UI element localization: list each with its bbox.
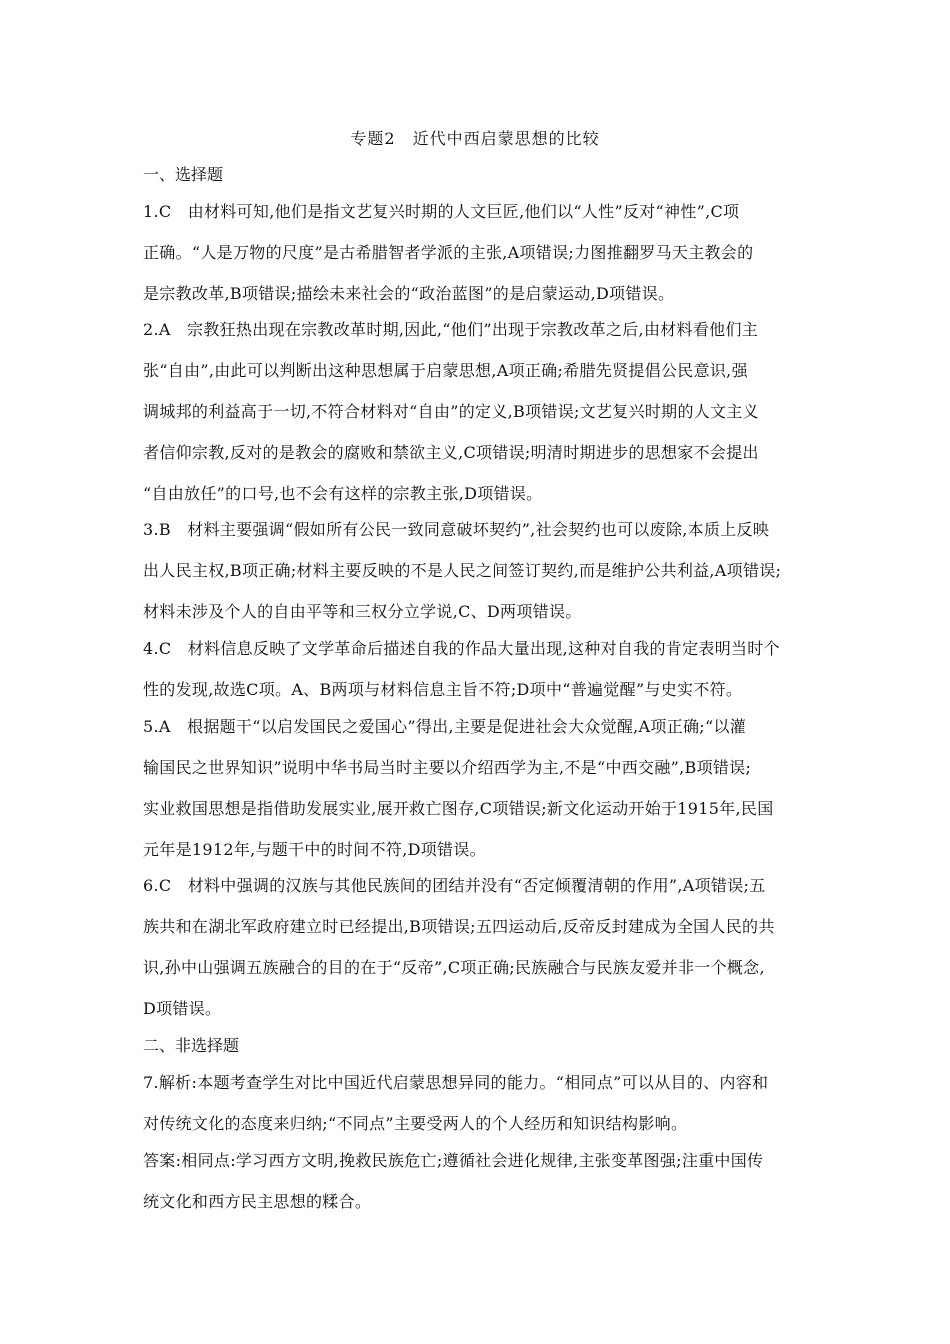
answer-line: 材料未涉及个人的自由平等和三权分立学说,C、D两项错误。	[143, 602, 582, 621]
answer-line: 出人民主权,B项正确;材料主要反映的不是人民之间签订契约,而是维护公共利益,A项错误;	[143, 561, 782, 580]
answer-line: 识,孙中山强调五族融合的目的在于“反帝”,C项正确;民族融合与民族友爱并非一个概念,	[143, 958, 765, 977]
answer-line: 是宗教改革,B项错误;描绘未来社会的“政治蓝图”的是启蒙运动,D项错误。	[143, 284, 675, 303]
section-heading-nonchoice: 二、非选择题	[143, 1036, 240, 1055]
answer-line: 4.C 材料信息反映了文学革命后描述自我的作品大量出现,这种对自我的肯定表明当时个	[143, 639, 780, 658]
answer-line: 者信仰宗教,反对的是教会的腐败和禁欲主义,C项错误;明清时期进步的思想家不会提出	[143, 443, 759, 462]
section-heading-choice: 一、选择题	[143, 165, 224, 184]
answer-line: 张“自由”,由此可以判断出这种思想属于启蒙思想,A项正确;希腊先贤提倡公民意识,强	[143, 361, 748, 380]
answer-line: 3.B 材料主要强调“假如所有公民一致同意破坏契约”,社会契约也可以废除,本质上反映	[143, 520, 770, 539]
answer-line: “自由放任”的口号,也不会有这样的宗教主张,D项错误。	[143, 484, 543, 503]
answer-line: 5.A 根据题干“以启发国民之爱国心”得出,主要是促进社会大众觉醒,A项正确;“以灌	[143, 717, 747, 736]
answer-line: 2.A 宗教狂热出现在宗教改革时期,因此,“他们”出现于宗教改革之后,由材料看他们主	[143, 320, 759, 339]
answer-line: 正确。“人是万物的尺度”是古希腊智者学派的主张,A项错误;力图推翻罗马天主教会的	[143, 243, 754, 262]
analysis-line: 7.解析:本题考查学生对比中国近代启蒙思想异同的能力。“相同点”可以从目的、内容和	[143, 1073, 769, 1092]
answer-line: 族共和在湖北军政府建立时已经提出,B项错误;五四运动后,反帝反封建成为全国人民的共	[143, 917, 775, 936]
answer-line: D项错误。	[143, 999, 222, 1018]
answer-line: 实业救国思想是指借助发展实业,展开救亡图存,C项错误;新文化运动开始于1915年,民国	[143, 799, 774, 818]
page-title: 专题2 近代中西启蒙思想的比较	[350, 129, 600, 148]
answer-line: 元年是1912年,与题干中的时间不符,D项错误。	[143, 840, 486, 859]
answer-line: 性的发现,故选C项。A、B两项与材料信息主旨不符;D项中“普遍觉醒”与史实不符。	[143, 680, 743, 699]
analysis-line: 对传统文化的态度来归纳;“不同点”主要受两人的个人经历和知识结构影响。	[143, 1114, 688, 1133]
answer-text-line: 统文化和西方民主思想的糅合。	[143, 1192, 372, 1211]
answer-line: 调城邦的利益高于一切,不符合材料对“自由”的定义,B项错误;文艺复兴时期的人文主义	[143, 402, 759, 421]
answer-line: 1.C 由材料可知,他们是指文艺复兴时期的人文巨匠,他们以“人性”反对“神性”,C项	[143, 202, 740, 221]
answer-line: 6.C 材料中强调的汉族与其他民族间的团结并没有“否定倾覆清朝的作用”,A项错误;五	[143, 876, 766, 895]
answer-text-line: 答案:相同点:学习西方文明,挽救民族危亡;遵循社会进化规律,主张变革图强;注重中国传	[143, 1151, 764, 1170]
answer-line: 输国民之世界知识”说明中华书局当时主要以介绍西学为主,不是“中西交融”,B项错误;	[143, 758, 752, 777]
